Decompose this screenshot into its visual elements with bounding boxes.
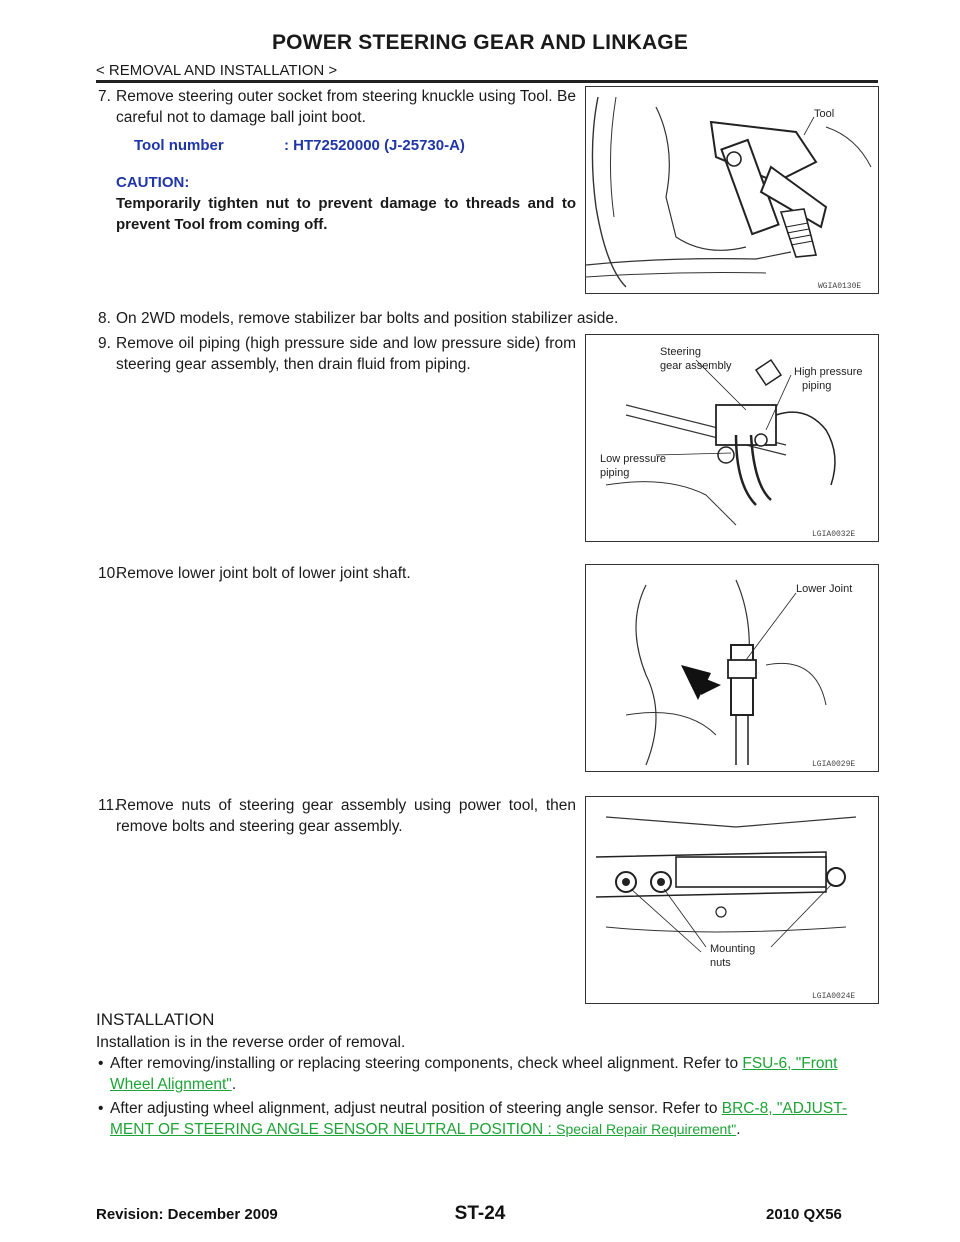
- figure-label: Tool: [814, 108, 835, 120]
- step-number: 10.: [98, 565, 120, 582]
- caution-title: CAUTION:: [116, 174, 190, 191]
- installation-bullet-1: [96, 1053, 880, 1095]
- step-text: Remove nuts of steering gear assembly using power tool, then remove bolts and steering gear assembly.: [116, 797, 576, 835]
- bullet-suffix: .: [231, 1076, 237, 1093]
- step-9: [96, 333, 576, 375]
- figure-label: nuts: [710, 957, 731, 969]
- step-11: [96, 795, 576, 837]
- figure-label: Low pressure: [600, 453, 667, 465]
- caution-text: Temporarily tighten nut to prevent damage to threads and to prevent Tool from coming off.: [116, 195, 576, 233]
- figure-label: High pressure: [794, 366, 863, 378]
- link-brc-8-cont[interactable]: MENT OF STEERING ANGLE SENSOR NEUTRAL POSITION :: [110, 1121, 557, 1138]
- tool-number-row: [134, 137, 574, 155]
- step-10: [96, 563, 576, 584]
- figure-label: Steering: [660, 346, 701, 358]
- step-number: 11.: [98, 797, 119, 814]
- step-number: 7.: [98, 88, 111, 105]
- link-brc-8[interactable]: BRC-8, "ADJUST-: [721, 1100, 847, 1117]
- figure-oil-piping: [585, 334, 879, 542]
- header-divider: [96, 80, 878, 83]
- figure-tool-on-knuckle: [585, 86, 879, 294]
- figure-lower-joint: [585, 564, 879, 772]
- figure-label: gear assembly: [660, 360, 732, 372]
- step-7: [96, 86, 576, 128]
- figure-code: LGIA0029E: [812, 760, 856, 769]
- tool-number-label: Tool number: [134, 137, 224, 154]
- oil-piping-illustration: [586, 335, 878, 541]
- step-text: On 2WD models, remove stabilizer bar bolts and position stabilizer aside.: [116, 310, 619, 327]
- bullet-suffix: .: [736, 1121, 741, 1138]
- figure-label: Lower Joint: [796, 583, 853, 595]
- bullet-dot: •: [98, 1055, 104, 1072]
- step-text: Remove lower joint bolt of lower joint shaft.: [116, 565, 411, 582]
- installation-heading: INSTALLATION: [96, 1010, 215, 1029]
- page-title: POWER STEERING GEAR AND LINKAGE: [271, 31, 689, 54]
- installation-intro: Installation is in the reverse order of removal.: [96, 1034, 406, 1051]
- figure-label: piping: [600, 467, 630, 479]
- figure-label: piping: [802, 380, 832, 392]
- step-number: 9.: [98, 335, 111, 352]
- mounting-nuts-illustration: [586, 797, 878, 1003]
- link-special-repair[interactable]: Special Repair Requirement": [556, 1121, 737, 1137]
- figure-label: Mounting: [710, 943, 756, 955]
- figure-mounting-nuts: [585, 796, 879, 1004]
- figure-code: LGIA0024E: [812, 992, 856, 1001]
- tool-illustration: [586, 87, 878, 293]
- footer-revision: Revision: December 2009: [96, 1206, 278, 1223]
- lower-joint-illustration: [586, 565, 878, 771]
- bullet-text: After removing/installing or replacing steering components, check wheel alignment. Refer to: [110, 1055, 743, 1072]
- figure-code: LGIA0032E: [812, 530, 856, 539]
- footer-model: 2010 QX56: [766, 1206, 842, 1223]
- step-8: [96, 308, 886, 329]
- figure-code: WGIA0130E: [818, 282, 862, 291]
- step-text: Remove oil piping (high pressure side and low pressure side) from steering gear assembly, then drain fluid from piping.: [116, 335, 576, 373]
- footer-page-number: ST-24: [454, 1203, 506, 1224]
- step-text: Remove steering outer socket from steering knuckle using Tool. Be careful not to damage ball joint boot.: [116, 88, 576, 126]
- step-number: 8.: [98, 310, 111, 327]
- link-fsu-6[interactable]: FSU-6, "Front: [742, 1055, 838, 1072]
- section-breadcrumb: < REMOVAL AND INSTALLATION >: [96, 62, 338, 79]
- installation-bullet-2: [96, 1098, 880, 1140]
- tool-number-value: : HT72520000 (J-25730-A): [284, 137, 465, 154]
- bullet-text: After adjusting wheel alignment, adjust neutral position of steering angle sensor. Refer to: [110, 1100, 722, 1117]
- bullet-dot: •: [98, 1100, 104, 1117]
- link-fsu-6-cont[interactable]: Wheel Alignment": [110, 1076, 232, 1093]
